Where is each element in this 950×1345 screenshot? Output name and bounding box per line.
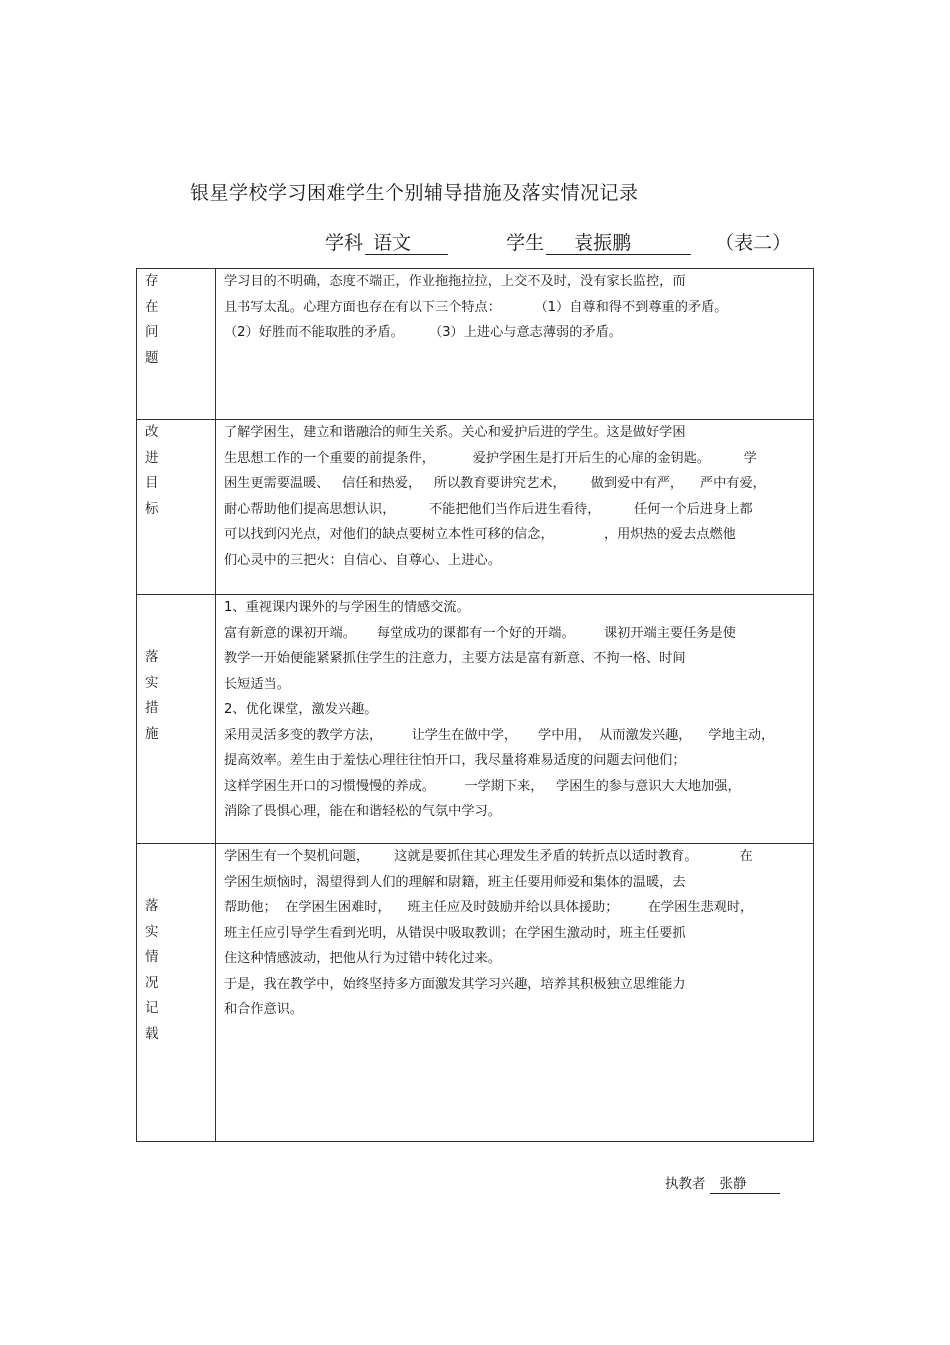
- table-row-problems: [137, 269, 814, 420]
- text-line: 于是，我在教学中，始终坚持多方面激发其学习兴趣，培养其积极独立思维能力: [224, 976, 686, 992]
- section-label-measures: [137, 595, 216, 844]
- text-line: 了解学困生，建立和谐融洽的师生关系。关心和爱护后进的学生。这是做好学困: [224, 425, 686, 440]
- teacher-signature: [665, 1172, 780, 1194]
- text-line: 困生更需要温暖、 信任和热爱， 所以教育要讲究艺术， 做到爱中有严， 严中有爱，: [224, 476, 766, 491]
- section-body-goals: [216, 420, 814, 595]
- subject-label: 学科: [325, 232, 364, 254]
- table-row-goals: [137, 420, 814, 595]
- label-char: 实: [145, 923, 159, 940]
- label-char: 实: [145, 674, 159, 691]
- table-row-measures: [137, 595, 814, 844]
- label-char: 进: [145, 449, 159, 466]
- section-body-problems: [216, 269, 814, 420]
- text-line: 学困生烦恼时，渴望得到人们的理解和尉籍，班主任要用师爱和集体的温暖，去: [224, 874, 686, 890]
- label-char: 载: [145, 1025, 159, 1042]
- text-line: 耐心帮助他们提高思想认识， 不能把他们当作后进生看待， 任何一个后进身上都: [224, 501, 753, 517]
- label-char: 落: [145, 649, 159, 665]
- table-label: （表二）: [715, 232, 792, 254]
- subject-value: 语文: [365, 232, 448, 255]
- text-line: 帮助他； 在学困生困难时， 班主任应及时鼓励并给以具体援助； 在学困生悲观时，: [224, 900, 754, 915]
- text-line: 住这种情感波动，把他从行为过错中转化过来。: [224, 951, 501, 966]
- section-label-goals: [137, 420, 216, 595]
- section-label-records: [137, 844, 216, 1142]
- label-char: 题: [145, 349, 159, 366]
- record-header: [325, 228, 791, 255]
- text-line: 富有新意的课初开端。 每堂成功的课都有一个好的开端。 课初开端主要任务是使: [224, 625, 736, 641]
- document-title: 银星学校学习困难学生个别辅导措施及落实情况记录: [190, 182, 639, 204]
- text-line: 采用灵活多变的教学方法， 让学生在做中学， 学中用， 从而激发兴趣， 学地主动，: [224, 727, 775, 743]
- label-char: 在: [145, 298, 159, 315]
- label-char: 施: [145, 725, 159, 742]
- text-line: 且书写太乱。心理方面也存在有以下三个特点： （1）自尊和得不到尊重的矛盾。: [224, 299, 728, 315]
- text-line: 2、优化课堂，激发兴趣。: [224, 702, 378, 717]
- student-label: 学生: [506, 232, 545, 254]
- text-line: 学困生有一个契机问题， 这就是要抓住其心理发生矛盾的转折点以适时教育。 在: [224, 849, 753, 864]
- text-line: 可以找到闪光点，对他们的缺点要树立本性可移的信念， ，用炽热的爱去点燃他: [224, 527, 736, 542]
- text-line: 班主任应引导学生看到光明，从错误中吸取教训；在学困生激动时，班主任要抓: [224, 925, 686, 941]
- table-row-records: [137, 844, 814, 1142]
- teacher-label: 执教者: [665, 1176, 706, 1192]
- label-char: 标: [145, 500, 159, 517]
- text-line: 1、重视课内课外的与学困生的情感交流。: [224, 600, 470, 615]
- record-table: [136, 268, 814, 1142]
- text-line: 学习目的不明确，态度不端正，作业拖拖拉拉，上交不及时，没有家长监控，而: [224, 274, 686, 289]
- section-body-records: [216, 844, 814, 1142]
- label-char: 情: [145, 949, 159, 965]
- label-char: 目: [145, 475, 159, 491]
- text-line: （2）好胜而不能取胜的矛盾。 （3）上进心与意志薄弱的矛盾。: [224, 325, 622, 340]
- label-char: 记: [145, 1000, 159, 1016]
- text-line: 长短适当。: [224, 676, 290, 692]
- label-char: 问: [145, 324, 159, 340]
- text-line: 这样学困生开口的习惯慢慢的养成。 一学期下来， 学困生的参与意识大大地加强，: [224, 778, 741, 794]
- section-body-measures: [216, 595, 814, 844]
- teacher-value: 张静: [710, 1175, 780, 1194]
- label-char: 存: [145, 273, 159, 289]
- label-char: 措: [145, 700, 159, 716]
- text-line: 和合作意识。: [224, 1002, 304, 1017]
- text-line: 们心灵中的三把火：自信心、自尊心、上进心。: [224, 552, 501, 568]
- student-value: 袁振鹏: [546, 232, 691, 255]
- label-char: 改: [145, 424, 159, 440]
- label-char: 落: [145, 898, 159, 914]
- section-label-problems: [137, 269, 216, 420]
- text-line: 教学一开始便能紧紧抓住学生的注意力，主要方法是富有新意、不拘一格、时间: [224, 651, 686, 666]
- text-line: 生思想工作的一个重要的前提条件， 爱护学困生是打开后生的心扉的金钥匙。 学: [224, 450, 757, 466]
- text-line: 消除了畏惧心理，能在和谐轻松的气氛中学习。: [224, 804, 501, 819]
- label-char: 况: [145, 974, 159, 991]
- text-line: 提高效率。差生由于羞怯心理往往怕开口，我尽量将难易适度的问题去问他们；: [224, 753, 686, 768]
